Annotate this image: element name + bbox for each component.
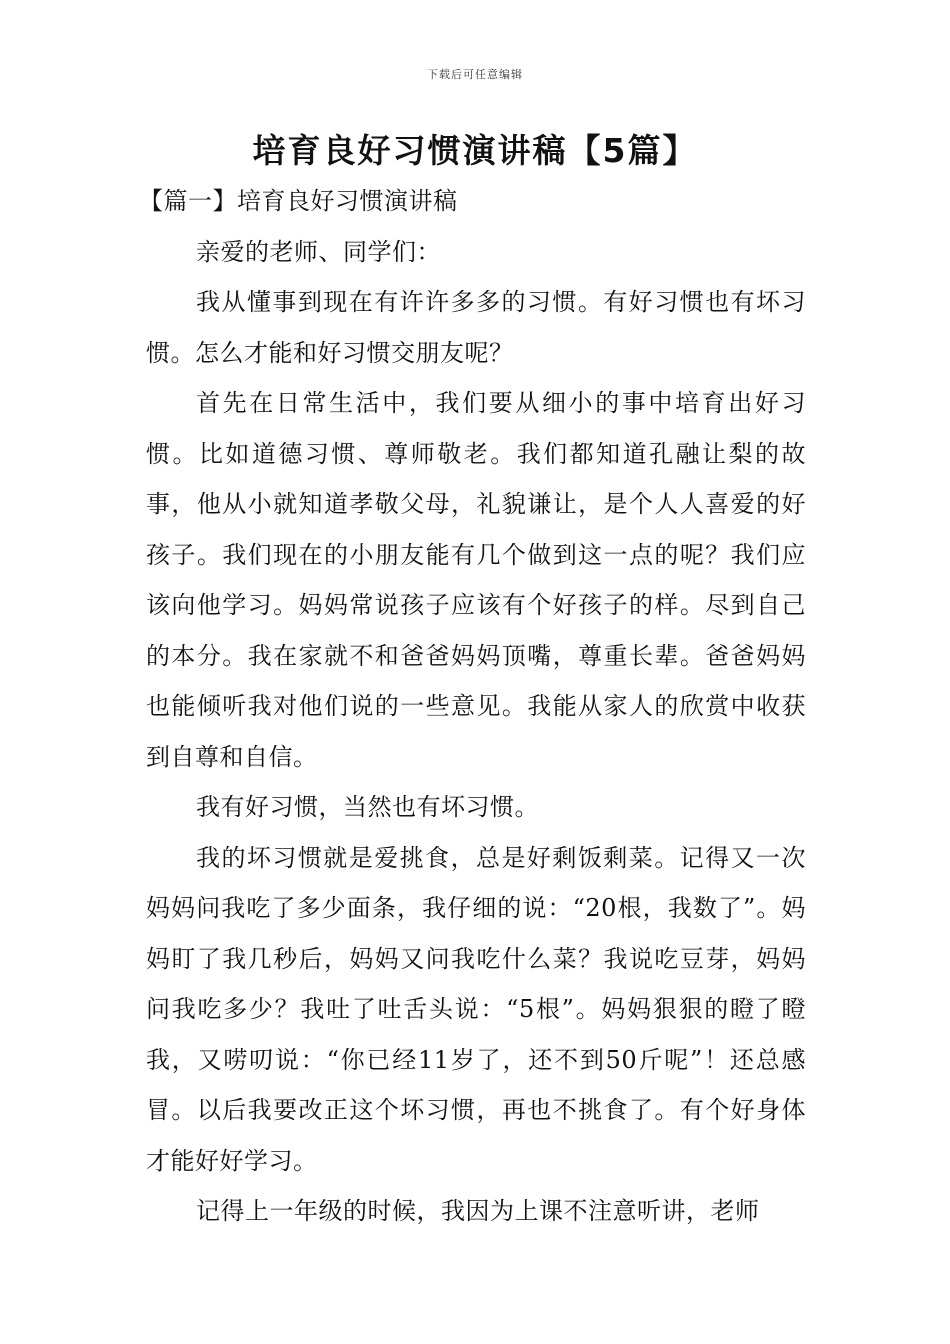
header-note: 下载后可任意编辑 (427, 68, 523, 81)
document-title: 培育良好习惯演讲稿【5篇】 (252, 131, 698, 170)
paragraph: 首先在日常生活中，我们要从细小的事中培育出好习惯。比如道德习惯、尊师敬老。我们都知道孔融让梨的故事，他从小就知道孝敬父母，礼貌谦让，是个人人喜爱的好孩子。我们现在的小朋友能有几个做到这一点的呢？我们应该向他学习。妈妈常说孩子应该有个好孩子的样。尽到自己的本分。我在家就不和爸爸妈妈顶嘴，尊重长辈。爸爸妈妈也能倾听我对他们说的一些意见。我能从家人的欣赏中收获到自尊和自信。 (146, 389, 806, 771)
paragraph-greeting: 亲爱的老师、同学们： (196, 237, 441, 266)
paragraph: 我从懂事到现在有许许多多的习惯。有好习惯也有坏习惯。怎么才能和好习惯交朋友呢？ (146, 288, 806, 367)
document-body (139, 176, 806, 1237)
paragraph: 我的坏习惯就是爱挑食，总是好剩饭剩菜。记得又一次妈妈问我吃了多少面条，我仔细的说：“20根，我数了”。妈妈盯了我几秒后，妈妈又问我吃什么菜？我说吃豆芽，妈妈问我吃多少？我吐了吐舌头说：“5根”。妈妈狠狠的瞪了瞪我，又唠叨说：“你已经11岁了，还不到50斤呢”！还总感冒。以后我要改正这个坏习惯，再也不挑食了。有个好身体才能好好学习。 (146, 843, 806, 1175)
section-heading: 【篇一】培育良好习惯演讲稿 (139, 187, 458, 215)
paragraph: 记得上一年级的时候，我因为上课不注意听讲，老师 (196, 1197, 760, 1225)
paragraph: 我有好习惯，当然也有坏习惯。 (196, 793, 539, 821)
